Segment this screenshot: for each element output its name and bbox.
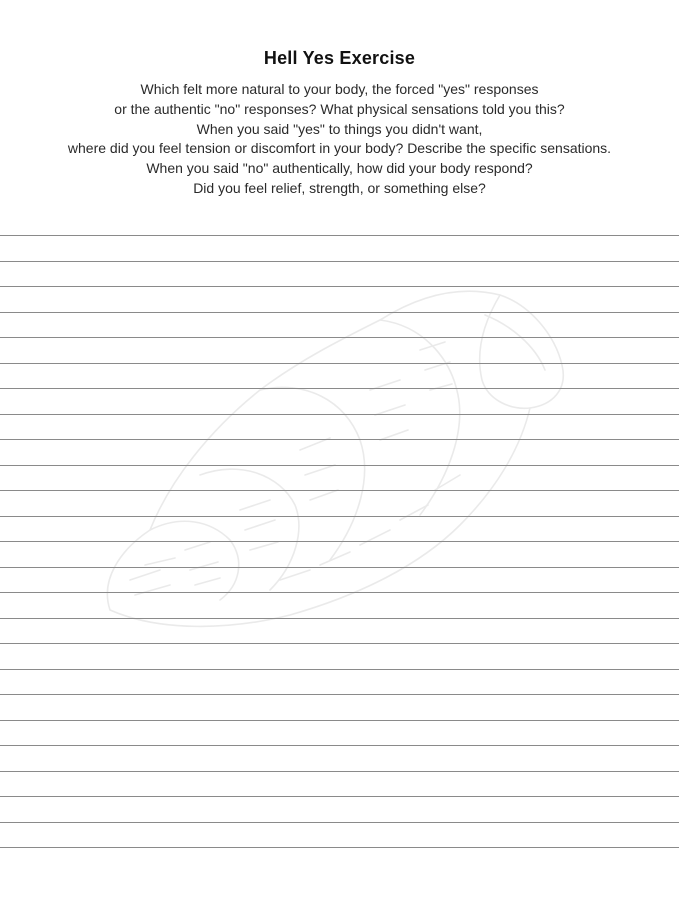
prompt-line: Did you feel relief, strength, or something else? — [193, 179, 486, 196]
writing-line[interactable] — [0, 541, 679, 542]
writing-line[interactable] — [0, 235, 679, 236]
writing-line[interactable] — [0, 516, 679, 517]
writing-line[interactable] — [0, 567, 679, 568]
prompt-line: Which felt more natural to your body, the forced "yes" responses — [140, 81, 539, 97]
writing-line[interactable] — [0, 669, 679, 670]
writing-line[interactable] — [0, 337, 679, 338]
writing-line[interactable] — [0, 592, 679, 593]
page-title: Hell Yes Exercise — [263, 48, 416, 68]
writing-line[interactable] — [0, 694, 679, 695]
writing-line[interactable] — [0, 363, 679, 364]
writing-line[interactable] — [0, 771, 679, 772]
prompt-line: or the authentic "no" responses? What physical sensations told you this? — [114, 100, 565, 117]
writing-line[interactable] — [0, 822, 679, 823]
writing-line[interactable] — [0, 847, 679, 848]
writing-line[interactable] — [0, 618, 679, 619]
writing-line[interactable] — [0, 388, 679, 389]
writing-line[interactable] — [0, 745, 679, 746]
writing-line[interactable] — [0, 286, 679, 287]
prompt-line: When you said "yes" to things you didn't want, — [196, 120, 483, 137]
writing-line[interactable] — [0, 312, 679, 313]
writing-line[interactable] — [0, 643, 679, 644]
writing-line[interactable] — [0, 465, 679, 466]
writing-line[interactable] — [0, 439, 679, 440]
writing-line[interactable] — [0, 796, 679, 797]
prompt-line: where did you feel tension or discomfort in your body? Describe the specific sensations. — [67, 140, 612, 157]
writing-line[interactable] — [0, 414, 679, 415]
prompt-line: When you said "no" authentically, how did your body respond? — [146, 160, 533, 177]
writing-line[interactable] — [0, 261, 679, 262]
writing-line[interactable] — [0, 720, 679, 721]
writing-line[interactable] — [0, 490, 679, 491]
